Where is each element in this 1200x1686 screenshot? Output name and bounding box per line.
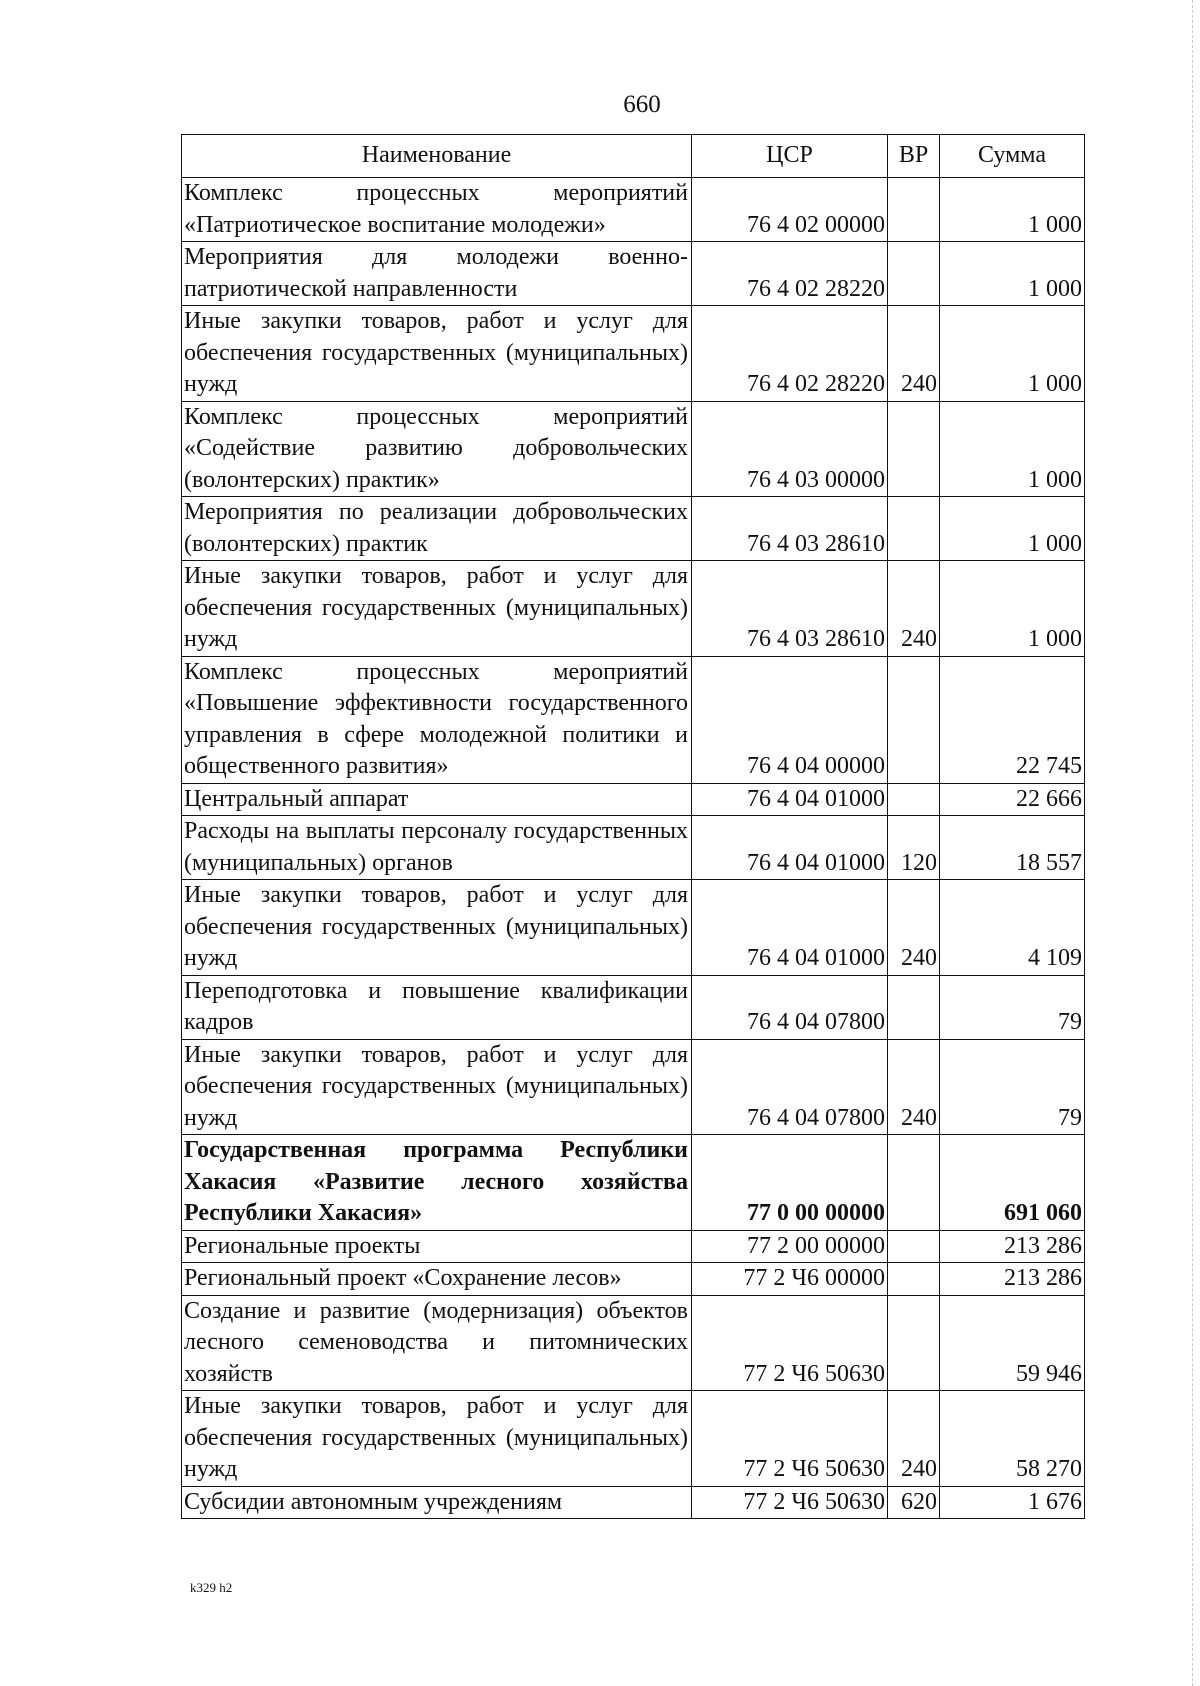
row-sum: 1 000 — [940, 497, 1085, 561]
row-vr — [888, 178, 940, 242]
row-csr: 76 4 03 28610 — [692, 497, 888, 561]
budget-table — [181, 134, 1085, 1519]
row-sum: 213 286 — [940, 1263, 1085, 1296]
row-name: Иные закупки товаров, работ и услуг для обеспечения государственных (муниципальных) нужд — [182, 561, 692, 657]
row-sum: 58 270 — [940, 1391, 1085, 1487]
row-name: Комплекс процессных мероприятий «Содействие развитию добровольческих (волонтерских) практик» — [182, 401, 692, 497]
table-row — [182, 656, 1085, 783]
row-name: Иные закупки товаров, работ и услуг для обеспечения государственных (муниципальных) нужд — [182, 1391, 692, 1487]
row-vr: 240 — [888, 306, 940, 402]
row-sum: 79 — [940, 975, 1085, 1039]
row-csr: 76 4 03 28610 — [692, 561, 888, 657]
row-name: Иные закупки товаров, работ и услуг для обеспечения государственных (муниципальных) нужд — [182, 306, 692, 402]
row-sum: 79 — [940, 1039, 1085, 1135]
row-vr: 240 — [888, 1039, 940, 1135]
row-vr: 240 — [888, 561, 940, 657]
row-csr: 76 4 02 00000 — [692, 178, 888, 242]
row-name: Комплекс процессных мероприятий «Повышение эффективности государственного управления в сфере молодежной политики и общественного развития» — [182, 656, 692, 783]
row-sum: 1 000 — [940, 561, 1085, 657]
table-row — [182, 497, 1085, 561]
row-vr: 240 — [888, 1391, 940, 1487]
table-row — [182, 1486, 1085, 1519]
row-name: Государственная программа Республики Хакасия «Развитие лесного хозяйства Республики Хакасия» — [182, 1135, 692, 1231]
row-csr: 76 4 02 28220 — [692, 306, 888, 402]
table-header-row — [182, 135, 1085, 178]
row-sum: 1 000 — [940, 401, 1085, 497]
row-name: Мероприятия по реализации добровольческих (волонтерских) практик — [182, 497, 692, 561]
table-row — [182, 178, 1085, 242]
header-vr: ВР — [888, 135, 940, 178]
table-row — [182, 783, 1085, 816]
table-row — [182, 1230, 1085, 1263]
row-sum: 18 557 — [940, 816, 1085, 880]
row-vr: 120 — [888, 816, 940, 880]
row-csr: 77 2 00 00000 — [692, 1230, 888, 1263]
table-row — [182, 242, 1085, 306]
row-csr: 76 4 04 00000 — [692, 656, 888, 783]
row-name: Субсидии автономным учреждениям — [182, 1486, 692, 1519]
row-sum: 4 109 — [940, 880, 1085, 976]
row-name: Переподготовка и повышение квалификации кадров — [182, 975, 692, 1039]
row-name: Создание и развитие (модернизация) объектов лесного семеноводства и питомнических хозяйств — [182, 1295, 692, 1391]
table-row — [182, 1263, 1085, 1296]
row-name: Иные закупки товаров, работ и услуг для обеспечения государственных (муниципальных) нужд — [182, 880, 692, 976]
row-csr: 76 4 04 01000 — [692, 816, 888, 880]
row-vr — [888, 1295, 940, 1391]
row-name: Центральный аппарат — [182, 783, 692, 816]
row-csr: 76 4 04 01000 — [692, 880, 888, 976]
row-vr — [888, 975, 940, 1039]
row-csr: 76 4 04 07800 — [692, 1039, 888, 1135]
row-vr — [888, 401, 940, 497]
row-name: Комплекс процессных мероприятий «Патриотическое воспитание молодежи» — [182, 178, 692, 242]
row-csr: 77 0 00 00000 — [692, 1135, 888, 1231]
row-name: Иные закупки товаров, работ и услуг для обеспечения государственных (муниципальных) нужд — [182, 1039, 692, 1135]
row-sum: 22 745 — [940, 656, 1085, 783]
row-name: Региональный проект «Сохранение лесов» — [182, 1263, 692, 1296]
row-csr: 76 4 03 00000 — [692, 401, 888, 497]
row-sum: 1 676 — [940, 1486, 1085, 1519]
table-row — [182, 1039, 1085, 1135]
header-sum: Сумма — [940, 135, 1085, 178]
table-row — [182, 306, 1085, 402]
table-row — [182, 880, 1085, 976]
row-vr: 620 — [888, 1486, 940, 1519]
row-sum: 1 000 — [940, 178, 1085, 242]
row-name: Мероприятия для молодежи военно-патриотической направленности — [182, 242, 692, 306]
table-row — [182, 561, 1085, 657]
row-csr: 77 2 Ч6 50630 — [692, 1391, 888, 1487]
row-name: Региональные проекты — [182, 1230, 692, 1263]
row-csr: 77 2 Ч6 00000 — [692, 1263, 888, 1296]
row-vr — [888, 656, 940, 783]
row-csr: 76 4 04 01000 — [692, 783, 888, 816]
footer-code: k329 h2 — [190, 1580, 233, 1595]
row-vr — [888, 242, 940, 306]
header-name: Наименование — [182, 135, 692, 178]
row-csr: 77 2 Ч6 50630 — [692, 1486, 888, 1519]
row-vr: 240 — [888, 880, 940, 976]
row-vr — [888, 1263, 940, 1296]
row-sum: 59 946 — [940, 1295, 1085, 1391]
row-sum: 1 000 — [940, 306, 1085, 402]
table-row — [182, 1391, 1085, 1487]
row-sum: 213 286 — [940, 1230, 1085, 1263]
table-row — [182, 401, 1085, 497]
row-vr — [888, 497, 940, 561]
row-csr: 77 2 Ч6 50630 — [692, 1295, 888, 1391]
row-sum: 691 060 — [940, 1135, 1085, 1231]
row-vr — [888, 783, 940, 816]
table-row — [182, 1295, 1085, 1391]
row-csr: 76 4 04 07800 — [692, 975, 888, 1039]
header-csr: ЦСР — [692, 135, 888, 178]
row-csr: 76 4 02 28220 — [692, 242, 888, 306]
row-vr — [888, 1230, 940, 1263]
table-row — [182, 1135, 1085, 1231]
row-sum: 1 000 — [940, 242, 1085, 306]
table-row — [182, 816, 1085, 880]
page-number: 660 — [623, 91, 661, 118]
scan-edge-line — [1192, 0, 1194, 1686]
table-row — [182, 975, 1085, 1039]
row-sum: 22 666 — [940, 783, 1085, 816]
table-body — [182, 178, 1085, 1519]
row-name: Расходы на выплаты персоналу государственных (муниципальных) органов — [182, 816, 692, 880]
row-vr — [888, 1135, 940, 1231]
